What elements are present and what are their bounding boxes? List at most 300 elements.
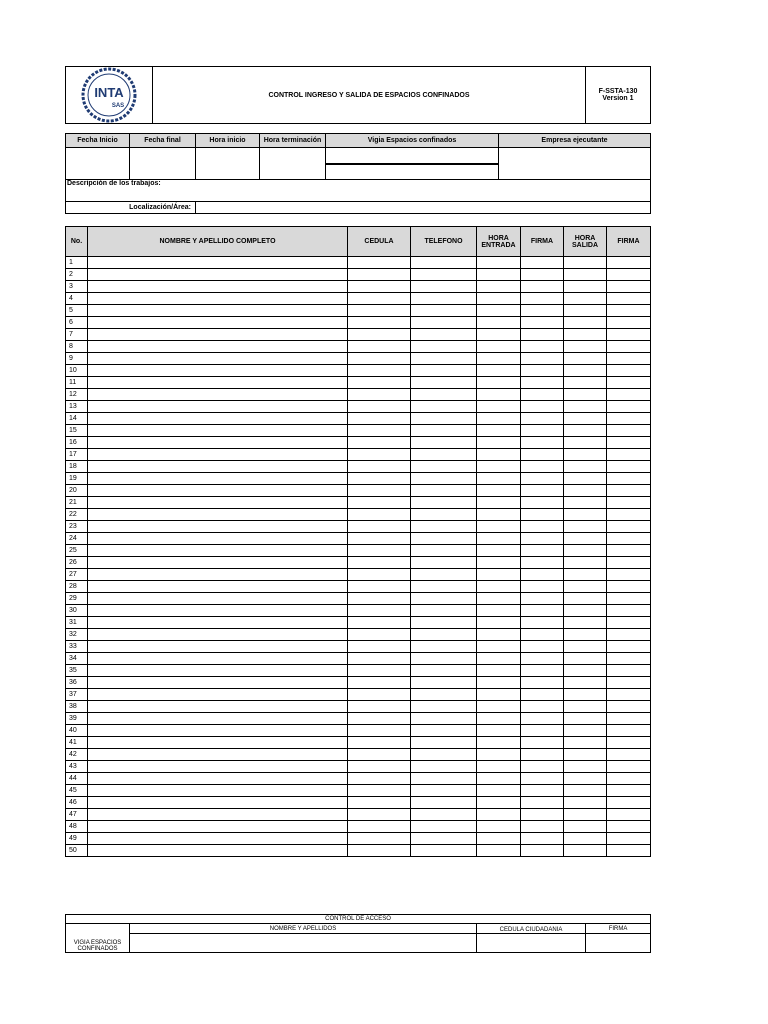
- hora-salida-cell[interactable]: [564, 689, 607, 701]
- firma-entrada-cell[interactable]: [521, 737, 564, 749]
- firma-entrada-cell[interactable]: [521, 821, 564, 833]
- hora-salida-cell[interactable]: [564, 521, 607, 533]
- hora-inicio-field[interactable]: [196, 148, 260, 180]
- hora-entrada-cell[interactable]: [477, 641, 521, 653]
- cedula-cell[interactable]: [348, 605, 411, 617]
- cedula-cell[interactable]: [348, 389, 411, 401]
- firma-entrada-cell[interactable]: [521, 701, 564, 713]
- hora-salida-cell[interactable]: [564, 377, 607, 389]
- cedula-cell[interactable]: [348, 569, 411, 581]
- telefono-cell[interactable]: [411, 821, 477, 833]
- nombre-cell[interactable]: [88, 713, 348, 725]
- nombre-cell[interactable]: [88, 401, 348, 413]
- nombre-cell[interactable]: [88, 449, 348, 461]
- firma-entrada-cell[interactable]: [521, 761, 564, 773]
- telefono-cell[interactable]: [411, 665, 477, 677]
- nombre-cell[interactable]: [88, 461, 348, 473]
- firma-entrada-cell[interactable]: [521, 413, 564, 425]
- firma-entrada-cell[interactable]: [521, 773, 564, 785]
- cedula-cell[interactable]: [348, 305, 411, 317]
- cedula-cell[interactable]: [348, 689, 411, 701]
- hora-salida-cell[interactable]: [564, 485, 607, 497]
- firma-salida-cell[interactable]: [607, 797, 651, 809]
- firma-entrada-cell[interactable]: [521, 749, 564, 761]
- firma-entrada-cell[interactable]: [521, 593, 564, 605]
- firma-salida-cell[interactable]: [607, 353, 651, 365]
- hora-salida-cell[interactable]: [564, 713, 607, 725]
- cedula-cell[interactable]: [348, 821, 411, 833]
- cedula-cell[interactable]: [348, 641, 411, 653]
- hora-salida-cell[interactable]: [564, 557, 607, 569]
- telefono-cell[interactable]: [411, 713, 477, 725]
- firma-salida-cell[interactable]: [607, 629, 651, 641]
- hora-salida-cell[interactable]: [564, 281, 607, 293]
- firma-entrada-cell[interactable]: [521, 485, 564, 497]
- cedula-cell[interactable]: [348, 509, 411, 521]
- telefono-cell[interactable]: [411, 689, 477, 701]
- firma-entrada-cell[interactable]: [521, 617, 564, 629]
- telefono-cell[interactable]: [411, 725, 477, 737]
- firma-entrada-cell[interactable]: [521, 317, 564, 329]
- firma-entrada-cell[interactable]: [521, 329, 564, 341]
- firma-salida-cell[interactable]: [607, 509, 651, 521]
- hora-entrada-cell[interactable]: [477, 521, 521, 533]
- cedula-cell[interactable]: [348, 617, 411, 629]
- nombre-cell[interactable]: [88, 329, 348, 341]
- firma-entrada-cell[interactable]: [521, 689, 564, 701]
- nombre-cell[interactable]: [88, 293, 348, 305]
- firma-salida-cell[interactable]: [607, 365, 651, 377]
- hora-entrada-cell[interactable]: [477, 365, 521, 377]
- nombre-cell[interactable]: [88, 773, 348, 785]
- nombre-cell[interactable]: [88, 809, 348, 821]
- firma-salida-cell[interactable]: [607, 413, 651, 425]
- hora-entrada-cell[interactable]: [477, 749, 521, 761]
- firma-entrada-cell[interactable]: [521, 629, 564, 641]
- telefono-cell[interactable]: [411, 401, 477, 413]
- hora-salida-cell[interactable]: [564, 425, 607, 437]
- telefono-cell[interactable]: [411, 317, 477, 329]
- cedula-cell[interactable]: [348, 737, 411, 749]
- nombre-cell[interactable]: [88, 281, 348, 293]
- firma-salida-cell[interactable]: [607, 677, 651, 689]
- firma-entrada-cell[interactable]: [521, 833, 564, 845]
- nombre-cell[interactable]: [88, 689, 348, 701]
- hora-entrada-cell[interactable]: [477, 713, 521, 725]
- hora-entrada-cell[interactable]: [477, 653, 521, 665]
- nombre-cell[interactable]: [88, 725, 348, 737]
- nombre-cell[interactable]: [88, 629, 348, 641]
- telefono-cell[interactable]: [411, 389, 477, 401]
- hora-entrada-cell[interactable]: [477, 305, 521, 317]
- firma-salida-cell[interactable]: [607, 341, 651, 353]
- hora-entrada-cell[interactable]: [477, 257, 521, 269]
- cedula-cell[interactable]: [348, 353, 411, 365]
- hora-salida-cell[interactable]: [564, 605, 607, 617]
- firma-salida-cell[interactable]: [607, 713, 651, 725]
- firma-entrada-cell[interactable]: [521, 533, 564, 545]
- cedula-cell[interactable]: [348, 749, 411, 761]
- hora-salida-cell[interactable]: [564, 701, 607, 713]
- telefono-cell[interactable]: [411, 749, 477, 761]
- hora-salida-cell[interactable]: [564, 473, 607, 485]
- nombre-cell[interactable]: [88, 305, 348, 317]
- hora-entrada-cell[interactable]: [477, 761, 521, 773]
- telefono-cell[interactable]: [411, 485, 477, 497]
- footer-firma-field[interactable]: [586, 934, 651, 953]
- cedula-cell[interactable]: [348, 281, 411, 293]
- firma-salida-cell[interactable]: [607, 725, 651, 737]
- vigia-field-2[interactable]: [326, 164, 499, 180]
- firma-entrada-cell[interactable]: [521, 293, 564, 305]
- cedula-cell[interactable]: [348, 665, 411, 677]
- nombre-cell[interactable]: [88, 473, 348, 485]
- firma-salida-cell[interactable]: [607, 497, 651, 509]
- telefono-cell[interactable]: [411, 593, 477, 605]
- cedula-cell[interactable]: [348, 593, 411, 605]
- hora-salida-cell[interactable]: [564, 821, 607, 833]
- firma-salida-cell[interactable]: [607, 449, 651, 461]
- hora-entrada-cell[interactable]: [477, 461, 521, 473]
- telefono-cell[interactable]: [411, 809, 477, 821]
- firma-salida-cell[interactable]: [607, 257, 651, 269]
- cedula-cell[interactable]: [348, 809, 411, 821]
- firma-salida-cell[interactable]: [607, 689, 651, 701]
- nombre-cell[interactable]: [88, 509, 348, 521]
- telefono-cell[interactable]: [411, 545, 477, 557]
- hora-salida-cell[interactable]: [564, 665, 607, 677]
- cedula-cell[interactable]: [348, 785, 411, 797]
- firma-salida-cell[interactable]: [607, 809, 651, 821]
- firma-salida-cell[interactable]: [607, 545, 651, 557]
- cedula-cell[interactable]: [348, 833, 411, 845]
- hora-entrada-cell[interactable]: [477, 845, 521, 857]
- telefono-cell[interactable]: [411, 281, 477, 293]
- nombre-cell[interactable]: [88, 641, 348, 653]
- nombre-cell[interactable]: [88, 425, 348, 437]
- firma-salida-cell[interactable]: [607, 593, 651, 605]
- firma-salida-cell[interactable]: [607, 701, 651, 713]
- cedula-cell[interactable]: [348, 341, 411, 353]
- firma-entrada-cell[interactable]: [521, 389, 564, 401]
- telefono-cell[interactable]: [411, 653, 477, 665]
- nombre-cell[interactable]: [88, 437, 348, 449]
- hora-entrada-cell[interactable]: [477, 353, 521, 365]
- telefono-cell[interactable]: [411, 449, 477, 461]
- nombre-cell[interactable]: [88, 617, 348, 629]
- hora-entrada-cell[interactable]: [477, 821, 521, 833]
- telefono-cell[interactable]: [411, 329, 477, 341]
- nombre-cell[interactable]: [88, 665, 348, 677]
- firma-entrada-cell[interactable]: [521, 509, 564, 521]
- hora-salida-cell[interactable]: [564, 389, 607, 401]
- firma-entrada-cell[interactable]: [521, 341, 564, 353]
- hora-salida-cell[interactable]: [564, 305, 607, 317]
- hora-entrada-cell[interactable]: [477, 737, 521, 749]
- nombre-cell[interactable]: [88, 389, 348, 401]
- nombre-cell[interactable]: [88, 521, 348, 533]
- firma-entrada-cell[interactable]: [521, 797, 564, 809]
- telefono-cell[interactable]: [411, 773, 477, 785]
- firma-entrada-cell[interactable]: [521, 365, 564, 377]
- nombre-cell[interactable]: [88, 605, 348, 617]
- hora-entrada-cell[interactable]: [477, 509, 521, 521]
- nombre-cell[interactable]: [88, 701, 348, 713]
- hora-salida-cell[interactable]: [564, 737, 607, 749]
- nombre-cell[interactable]: [88, 377, 348, 389]
- hora-salida-cell[interactable]: [564, 449, 607, 461]
- firma-salida-cell[interactable]: [607, 749, 651, 761]
- hora-salida-cell[interactable]: [564, 437, 607, 449]
- firma-salida-cell[interactable]: [607, 305, 651, 317]
- hora-entrada-cell[interactable]: [477, 533, 521, 545]
- firma-salida-cell[interactable]: [607, 665, 651, 677]
- firma-entrada-cell[interactable]: [521, 725, 564, 737]
- telefono-cell[interactable]: [411, 569, 477, 581]
- firma-entrada-cell[interactable]: [521, 569, 564, 581]
- hora-salida-cell[interactable]: [564, 833, 607, 845]
- hora-entrada-cell[interactable]: [477, 281, 521, 293]
- telefono-cell[interactable]: [411, 641, 477, 653]
- telefono-cell[interactable]: [411, 461, 477, 473]
- nombre-cell[interactable]: [88, 317, 348, 329]
- hora-salida-cell[interactable]: [564, 353, 607, 365]
- hora-entrada-cell[interactable]: [477, 725, 521, 737]
- telefono-cell[interactable]: [411, 533, 477, 545]
- hora-terminacion-field[interactable]: [260, 148, 326, 180]
- firma-salida-cell[interactable]: [607, 281, 651, 293]
- nombre-cell[interactable]: [88, 845, 348, 857]
- hora-salida-cell[interactable]: [564, 497, 607, 509]
- hora-salida-cell[interactable]: [564, 761, 607, 773]
- firma-salida-cell[interactable]: [607, 845, 651, 857]
- hora-entrada-cell[interactable]: [477, 677, 521, 689]
- telefono-cell[interactable]: [411, 737, 477, 749]
- cedula-cell[interactable]: [348, 725, 411, 737]
- firma-salida-cell[interactable]: [607, 533, 651, 545]
- telefono-cell[interactable]: [411, 557, 477, 569]
- hora-salida-cell[interactable]: [564, 569, 607, 581]
- hora-salida-cell[interactable]: [564, 677, 607, 689]
- firma-salida-cell[interactable]: [607, 401, 651, 413]
- hora-entrada-cell[interactable]: [477, 317, 521, 329]
- telefono-cell[interactable]: [411, 473, 477, 485]
- firma-salida-cell[interactable]: [607, 269, 651, 281]
- hora-entrada-cell[interactable]: [477, 665, 521, 677]
- hora-entrada-cell[interactable]: [477, 449, 521, 461]
- cedula-cell[interactable]: [348, 773, 411, 785]
- firma-salida-cell[interactable]: [607, 473, 651, 485]
- firma-salida-cell[interactable]: [607, 437, 651, 449]
- cedula-cell[interactable]: [348, 269, 411, 281]
- vigia-field-1[interactable]: [326, 148, 499, 164]
- nombre-cell[interactable]: [88, 833, 348, 845]
- hora-salida-cell[interactable]: [564, 317, 607, 329]
- cedula-cell[interactable]: [348, 485, 411, 497]
- hora-salida-cell[interactable]: [564, 641, 607, 653]
- firma-entrada-cell[interactable]: [521, 437, 564, 449]
- nombre-cell[interactable]: [88, 569, 348, 581]
- nombre-cell[interactable]: [88, 593, 348, 605]
- firma-entrada-cell[interactable]: [521, 353, 564, 365]
- firma-entrada-cell[interactable]: [521, 497, 564, 509]
- telefono-cell[interactable]: [411, 305, 477, 317]
- hora-entrada-cell[interactable]: [477, 269, 521, 281]
- firma-salida-cell[interactable]: [607, 317, 651, 329]
- firma-entrada-cell[interactable]: [521, 461, 564, 473]
- cedula-cell[interactable]: [348, 545, 411, 557]
- telefono-cell[interactable]: [411, 797, 477, 809]
- firma-entrada-cell[interactable]: [521, 641, 564, 653]
- cedula-cell[interactable]: [348, 473, 411, 485]
- hora-salida-cell[interactable]: [564, 749, 607, 761]
- footer-cedula-field[interactable]: [477, 934, 586, 953]
- cedula-cell[interactable]: [348, 365, 411, 377]
- hora-entrada-cell[interactable]: [477, 497, 521, 509]
- firma-salida-cell[interactable]: [607, 485, 651, 497]
- hora-entrada-cell[interactable]: [477, 773, 521, 785]
- hora-entrada-cell[interactable]: [477, 833, 521, 845]
- nombre-cell[interactable]: [88, 341, 348, 353]
- telefono-cell[interactable]: [411, 341, 477, 353]
- telefono-cell[interactable]: [411, 785, 477, 797]
- hora-entrada-cell[interactable]: [477, 473, 521, 485]
- nombre-cell[interactable]: [88, 413, 348, 425]
- cedula-cell[interactable]: [348, 533, 411, 545]
- nombre-cell[interactable]: [88, 761, 348, 773]
- hora-salida-cell[interactable]: [564, 629, 607, 641]
- nombre-cell[interactable]: [88, 737, 348, 749]
- firma-salida-cell[interactable]: [607, 293, 651, 305]
- hora-salida-cell[interactable]: [564, 413, 607, 425]
- firma-entrada-cell[interactable]: [521, 581, 564, 593]
- hora-salida-cell[interactable]: [564, 773, 607, 785]
- nombre-cell[interactable]: [88, 365, 348, 377]
- firma-entrada-cell[interactable]: [521, 665, 564, 677]
- cedula-cell[interactable]: [348, 329, 411, 341]
- hora-entrada-cell[interactable]: [477, 629, 521, 641]
- firma-entrada-cell[interactable]: [521, 473, 564, 485]
- firma-entrada-cell[interactable]: [521, 677, 564, 689]
- hora-entrada-cell[interactable]: [477, 377, 521, 389]
- localizacion-field[interactable]: [196, 202, 651, 214]
- firma-entrada-cell[interactable]: [521, 785, 564, 797]
- nombre-cell[interactable]: [88, 821, 348, 833]
- cedula-cell[interactable]: [348, 557, 411, 569]
- nombre-cell[interactable]: [88, 545, 348, 557]
- fecha-inicio-field[interactable]: [66, 148, 130, 180]
- telefono-cell[interactable]: [411, 437, 477, 449]
- hora-salida-cell[interactable]: [564, 809, 607, 821]
- hora-entrada-cell[interactable]: [477, 617, 521, 629]
- telefono-cell[interactable]: [411, 629, 477, 641]
- nombre-cell[interactable]: [88, 653, 348, 665]
- hora-salida-cell[interactable]: [564, 329, 607, 341]
- hora-salida-cell[interactable]: [564, 725, 607, 737]
- firma-salida-cell[interactable]: [607, 833, 651, 845]
- hora-entrada-cell[interactable]: [477, 605, 521, 617]
- firma-salida-cell[interactable]: [607, 737, 651, 749]
- hora-entrada-cell[interactable]: [477, 401, 521, 413]
- firma-salida-cell[interactable]: [607, 581, 651, 593]
- cedula-cell[interactable]: [348, 317, 411, 329]
- firma-salida-cell[interactable]: [607, 557, 651, 569]
- hora-entrada-cell[interactable]: [477, 329, 521, 341]
- hora-entrada-cell[interactable]: [477, 797, 521, 809]
- hora-salida-cell[interactable]: [564, 533, 607, 545]
- cedula-cell[interactable]: [348, 629, 411, 641]
- cedula-cell[interactable]: [348, 713, 411, 725]
- firma-salida-cell[interactable]: [607, 653, 651, 665]
- nombre-cell[interactable]: [88, 797, 348, 809]
- firma-entrada-cell[interactable]: [521, 281, 564, 293]
- firma-salida-cell[interactable]: [607, 605, 651, 617]
- firma-entrada-cell[interactable]: [521, 545, 564, 557]
- cedula-cell[interactable]: [348, 401, 411, 413]
- firma-entrada-cell[interactable]: [521, 425, 564, 437]
- nombre-cell[interactable]: [88, 485, 348, 497]
- cedula-cell[interactable]: [348, 701, 411, 713]
- nombre-cell[interactable]: [88, 785, 348, 797]
- firma-entrada-cell[interactable]: [521, 449, 564, 461]
- nombre-cell[interactable]: [88, 557, 348, 569]
- hora-salida-cell[interactable]: [564, 461, 607, 473]
- nombre-cell[interactable]: [88, 353, 348, 365]
- telefono-cell[interactable]: [411, 293, 477, 305]
- firma-salida-cell[interactable]: [607, 785, 651, 797]
- hora-salida-cell[interactable]: [564, 845, 607, 857]
- hora-salida-cell[interactable]: [564, 293, 607, 305]
- firma-entrada-cell[interactable]: [521, 377, 564, 389]
- hora-entrada-cell[interactable]: [477, 341, 521, 353]
- cedula-cell[interactable]: [348, 797, 411, 809]
- nombre-cell[interactable]: [88, 533, 348, 545]
- firma-entrada-cell[interactable]: [521, 713, 564, 725]
- cedula-cell[interactable]: [348, 461, 411, 473]
- fecha-final-field[interactable]: [130, 148, 196, 180]
- telefono-cell[interactable]: [411, 353, 477, 365]
- hora-salida-cell[interactable]: [564, 269, 607, 281]
- nombre-cell[interactable]: [88, 497, 348, 509]
- firma-salida-cell[interactable]: [607, 569, 651, 581]
- telefono-cell[interactable]: [411, 761, 477, 773]
- firma-entrada-cell[interactable]: [521, 653, 564, 665]
- cedula-cell[interactable]: [348, 257, 411, 269]
- hora-entrada-cell[interactable]: [477, 485, 521, 497]
- cedula-cell[interactable]: [348, 761, 411, 773]
- telefono-cell[interactable]: [411, 521, 477, 533]
- descripcion-field[interactable]: [66, 180, 651, 202]
- firma-salida-cell[interactable]: [607, 821, 651, 833]
- hora-entrada-cell[interactable]: [477, 593, 521, 605]
- hora-entrada-cell[interactable]: [477, 581, 521, 593]
- hora-entrada-cell[interactable]: [477, 293, 521, 305]
- hora-salida-cell[interactable]: [564, 341, 607, 353]
- telefono-cell[interactable]: [411, 257, 477, 269]
- hora-salida-cell[interactable]: [564, 401, 607, 413]
- cedula-cell[interactable]: [348, 521, 411, 533]
- telefono-cell[interactable]: [411, 413, 477, 425]
- cedula-cell[interactable]: [348, 497, 411, 509]
- firma-entrada-cell[interactable]: [521, 809, 564, 821]
- cedula-cell[interactable]: [348, 653, 411, 665]
- cedula-cell[interactable]: [348, 449, 411, 461]
- footer-nombre-field[interactable]: [130, 934, 477, 953]
- hora-entrada-cell[interactable]: [477, 785, 521, 797]
- firma-salida-cell[interactable]: [607, 425, 651, 437]
- hora-salida-cell[interactable]: [564, 617, 607, 629]
- cedula-cell[interactable]: [348, 845, 411, 857]
